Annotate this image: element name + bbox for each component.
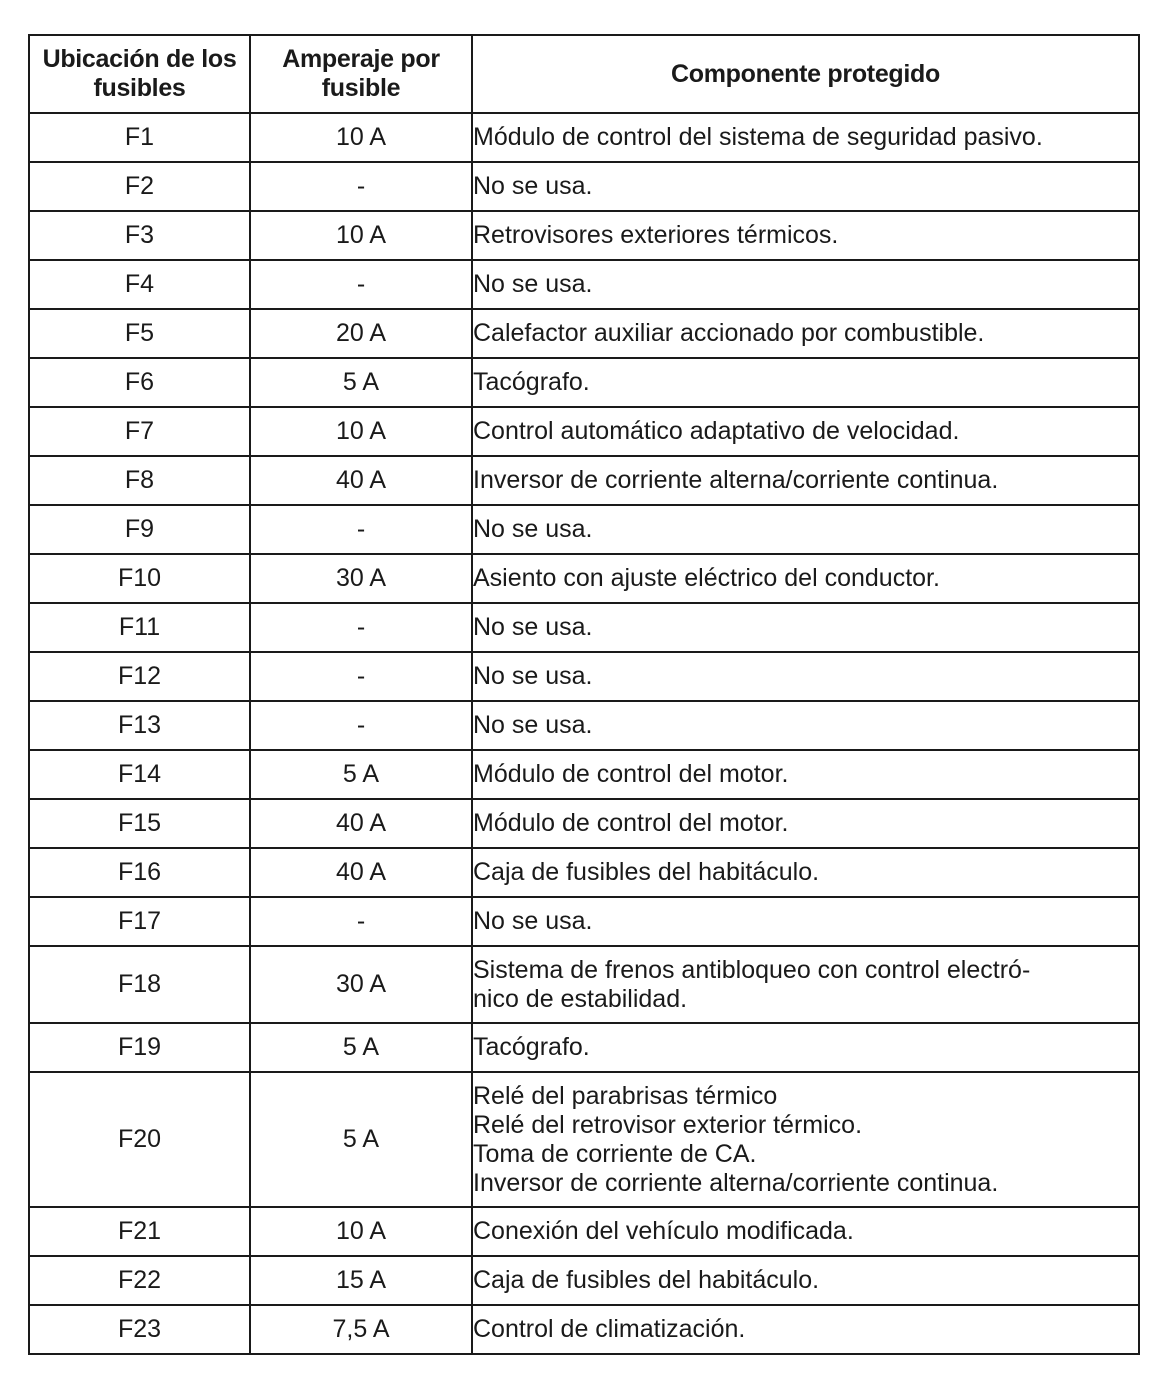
fuse-component-cell bbox=[472, 946, 1139, 1023]
component-line: Asiento con ajuste eléctrico del conductor. bbox=[473, 564, 940, 592]
fuse-component-cell bbox=[472, 652, 1139, 701]
component-line: No se usa. bbox=[473, 711, 593, 739]
fuse-location-cell: F6 bbox=[29, 358, 250, 407]
table-row bbox=[29, 897, 1139, 946]
component-line: nico de estabilidad. bbox=[473, 984, 688, 1013]
table-row bbox=[29, 554, 1139, 603]
table-body bbox=[29, 113, 1139, 1354]
header-location bbox=[29, 35, 250, 113]
table-row bbox=[29, 407, 1139, 456]
table-row bbox=[29, 1023, 1139, 1072]
fuse-location-cell: F12 bbox=[29, 652, 250, 701]
fuse-amperage-cell: - bbox=[250, 505, 472, 554]
fuse-amperage-cell: - bbox=[250, 652, 472, 701]
fuse-amperage-cell: 5 A bbox=[250, 750, 472, 799]
fuse-location-cell: F17 bbox=[29, 897, 250, 946]
header-amperage-line-1: Amperaje por bbox=[282, 45, 440, 73]
fuse-component-cell bbox=[472, 260, 1139, 309]
fuse-amperage-cell: 20 A bbox=[250, 309, 472, 358]
component-line: No se usa. bbox=[473, 172, 593, 200]
fuse-amperage-cell: 40 A bbox=[250, 799, 472, 848]
header-location-line-1: Ubicación de los bbox=[42, 45, 237, 73]
table-row bbox=[29, 260, 1139, 309]
table-row bbox=[29, 1305, 1139, 1354]
fuse-component-cell bbox=[472, 456, 1139, 505]
component-line: Relé del parabrisas térmico bbox=[473, 1081, 778, 1110]
table-row bbox=[29, 603, 1139, 652]
fuse-location-cell: F9 bbox=[29, 505, 250, 554]
fuse-amperage-cell: - bbox=[250, 162, 472, 211]
fuse-location-cell: F18 bbox=[29, 946, 250, 1023]
component-line: Calefactor auxiliar accionado por combustible. bbox=[473, 319, 985, 347]
fuse-location-cell: F23 bbox=[29, 1305, 250, 1354]
fuse-amperage-cell: 15 A bbox=[250, 1256, 472, 1305]
component-line: No se usa. bbox=[473, 515, 593, 543]
fuse-component-cell bbox=[472, 1207, 1139, 1256]
fuse-amperage-cell: 5 A bbox=[250, 1072, 472, 1207]
fuse-component-cell bbox=[472, 603, 1139, 652]
table-row bbox=[29, 946, 1139, 1023]
component-line: Conexión del vehículo modificada. bbox=[473, 1217, 854, 1245]
fuse-amperage-cell: 10 A bbox=[250, 113, 472, 162]
table-row bbox=[29, 505, 1139, 554]
table-row bbox=[29, 799, 1139, 848]
fuse-component-cell bbox=[472, 1256, 1139, 1305]
component-line: No se usa. bbox=[473, 662, 593, 690]
fuse-component-cell bbox=[472, 358, 1139, 407]
table-row bbox=[29, 113, 1139, 162]
fuse-component-cell bbox=[472, 309, 1139, 358]
component-line: Caja de fusibles del habitáculo. bbox=[473, 858, 820, 886]
fuse-component-cell bbox=[472, 897, 1139, 946]
component-line: Relé del retrovisor exterior térmico. bbox=[473, 1110, 863, 1139]
fuse-location-cell: F19 bbox=[29, 1023, 250, 1072]
table-row bbox=[29, 1072, 1139, 1207]
fuse-location-cell: F16 bbox=[29, 848, 250, 897]
fuse-location-cell: F5 bbox=[29, 309, 250, 358]
component-line: No se usa. bbox=[473, 907, 593, 935]
fuse-amperage-cell: 10 A bbox=[250, 211, 472, 260]
fuse-amperage-cell: 40 A bbox=[250, 456, 472, 505]
fuse-component-cell bbox=[472, 799, 1139, 848]
fuse-amperage-cell: 5 A bbox=[250, 1023, 472, 1072]
fuse-component-cell bbox=[472, 1305, 1139, 1354]
fuse-amperage-cell: 30 A bbox=[250, 554, 472, 603]
table-row bbox=[29, 309, 1139, 358]
component-line: No se usa. bbox=[473, 613, 593, 641]
table-row bbox=[29, 456, 1139, 505]
fuse-location-cell: F8 bbox=[29, 456, 250, 505]
fuse-component-cell bbox=[472, 701, 1139, 750]
fuse-component-cell bbox=[472, 407, 1139, 456]
component-line: Inversor de corriente alterna/corriente continua. bbox=[473, 466, 999, 494]
fuse-component-cell bbox=[472, 162, 1139, 211]
fuse-location-cell: F4 bbox=[29, 260, 250, 309]
header-component: Componente protegido bbox=[472, 35, 1139, 113]
fuse-location-cell: F3 bbox=[29, 211, 250, 260]
component-line: Módulo de control del motor. bbox=[473, 760, 789, 788]
header-amperage bbox=[250, 35, 472, 113]
component-line: Inversor de corriente alterna/corriente continua. bbox=[473, 1168, 999, 1197]
fuse-component-cell bbox=[472, 113, 1139, 162]
fuse-component-cell bbox=[472, 1072, 1139, 1207]
table-row bbox=[29, 1207, 1139, 1256]
fuse-location-cell: F21 bbox=[29, 1207, 250, 1256]
fuse-amperage-cell: - bbox=[250, 897, 472, 946]
header-location-line-2: fusibles bbox=[93, 74, 186, 102]
fuse-component-cell bbox=[472, 848, 1139, 897]
fuse-location-cell: F20 bbox=[29, 1072, 250, 1207]
header-amperage-line-2: fusible bbox=[321, 74, 401, 102]
table-row bbox=[29, 750, 1139, 799]
fuse-location-cell: F10 bbox=[29, 554, 250, 603]
table-row bbox=[29, 1256, 1139, 1305]
table-row bbox=[29, 701, 1139, 750]
fuse-amperage-cell: - bbox=[250, 260, 472, 309]
component-line: Control de climatización. bbox=[473, 1315, 746, 1343]
component-line: Caja de fusibles del habitáculo. bbox=[473, 1266, 820, 1294]
component-line: Módulo de control del sistema de seguridad pasivo. bbox=[473, 123, 1043, 151]
fuse-location-cell: F14 bbox=[29, 750, 250, 799]
fuse-location-cell: F1 bbox=[29, 113, 250, 162]
fuse-amperage-cell: - bbox=[250, 603, 472, 652]
component-line: Módulo de control del motor. bbox=[473, 809, 789, 837]
component-line: Sistema de frenos antibloqueo con control electró- bbox=[473, 955, 1031, 984]
fuse-location-cell: F7 bbox=[29, 407, 250, 456]
component-line: Tacógrafo. bbox=[473, 1033, 590, 1061]
component-line: Toma de corriente de CA. bbox=[473, 1139, 757, 1168]
fuse-component-cell bbox=[472, 1023, 1139, 1072]
fuse-amperage-cell: 30 A bbox=[250, 946, 472, 1023]
fuse-amperage-cell: 10 A bbox=[250, 1207, 472, 1256]
component-line: No se usa. bbox=[473, 270, 593, 298]
table-row bbox=[29, 211, 1139, 260]
component-line: Retrovisores exteriores térmicos. bbox=[473, 221, 839, 249]
fuse-component-cell bbox=[472, 505, 1139, 554]
fuse-amperage-cell: 10 A bbox=[250, 407, 472, 456]
fuse-component-cell bbox=[472, 750, 1139, 799]
fuse-component-cell bbox=[472, 211, 1139, 260]
fuse-location-cell: F22 bbox=[29, 1256, 250, 1305]
table-row bbox=[29, 848, 1139, 897]
table-header-row bbox=[29, 35, 1139, 113]
component-line: Tacógrafo. bbox=[473, 368, 590, 396]
fuse-amperage-cell: 40 A bbox=[250, 848, 472, 897]
fuse-amperage-cell: 5 A bbox=[250, 358, 472, 407]
fuse-location-cell: F13 bbox=[29, 701, 250, 750]
table-row bbox=[29, 162, 1139, 211]
table-row bbox=[29, 358, 1139, 407]
table-row bbox=[29, 652, 1139, 701]
fuse-location-cell: F2 bbox=[29, 162, 250, 211]
fuse-table bbox=[28, 34, 1140, 1355]
fuse-amperage-cell: - bbox=[250, 701, 472, 750]
fuse-location-cell: F15 bbox=[29, 799, 250, 848]
fuse-amperage-cell: 7,5 A bbox=[250, 1305, 472, 1354]
fuse-component-cell bbox=[472, 554, 1139, 603]
fuse-location-cell: F11 bbox=[29, 603, 250, 652]
component-line: Control automático adaptativo de velocidad. bbox=[473, 417, 960, 445]
